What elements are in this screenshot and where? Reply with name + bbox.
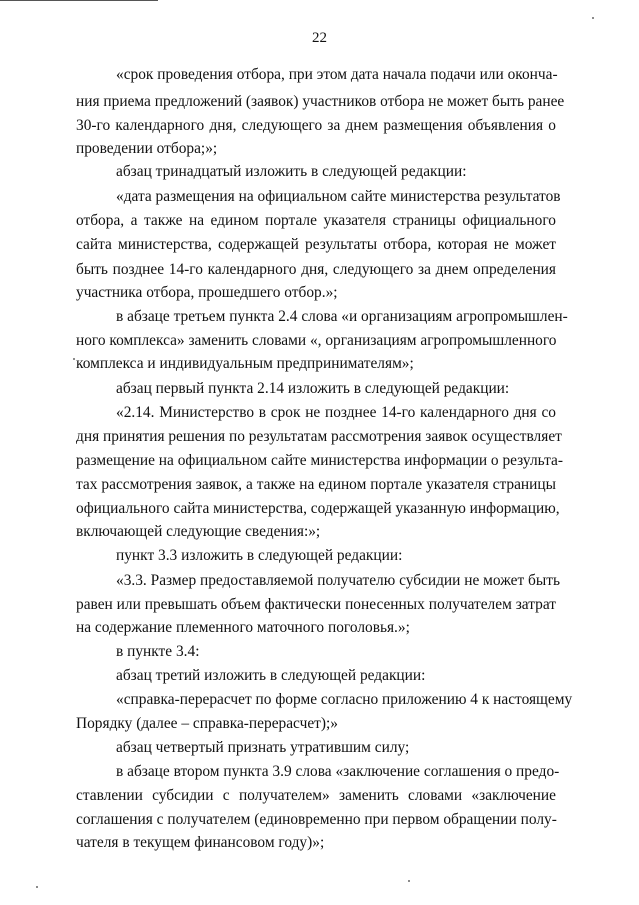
scan-speck xyxy=(73,358,75,360)
text-line: в абзаце втором пункта 3.9 слова «заключение соглашения о предо- xyxy=(116,763,560,780)
text-line: в абзаце третьем пункта 2.4 слова «и организациям агропромышлен- xyxy=(116,308,568,325)
text-line: комплекса и индивидуальным предпринимателям»; xyxy=(76,355,414,372)
text-line: быть позднее 14-го календарного дня, следующего за днем определения xyxy=(76,261,556,278)
text-line: ния приема предложений (заявок) участников отбора не может быть ранее xyxy=(76,93,565,110)
text-line: на содержание племенного маточного поголовья.»; xyxy=(76,619,410,636)
text-line: сайта министерства, содержащей результаты отбора, которая не может xyxy=(76,236,556,253)
text-line: «3.3. Размер предоставляемой получателю субсидии не может быть xyxy=(116,572,560,589)
text-line: абзац первый пункта 2.14 изложить в следующей редакции: xyxy=(116,380,510,397)
scan-edge-line xyxy=(0,0,158,1)
text-line: «справка-перерасчет по форме согласно приложению 4 к настоящему xyxy=(116,691,573,708)
text-line: абзац третий изложить в следующей редакции: xyxy=(116,667,426,684)
text-line: участника отбора, прошедшего отбор.»; xyxy=(76,284,338,301)
text-line: размещение на официальном сайте министерства информации о результа- xyxy=(76,452,563,469)
text-line: чателя в текущем финансовом году)»; xyxy=(76,834,325,851)
text-line: дня принятия решения по результатам рассмотрения заявок осуществляет xyxy=(76,428,562,445)
page-number: 22 xyxy=(312,30,327,46)
scan-speck xyxy=(408,880,410,882)
text-line: Порядку (далее – справка-перерасчет);» xyxy=(76,715,338,732)
scan-speck xyxy=(592,17,594,19)
text-line: ставлении субсидии с получателем» заменить словами «заключение xyxy=(76,787,556,804)
text-line: равен или превышать объем фактически понесенных получателем затрат xyxy=(76,596,556,613)
text-line: в пункте 3.4: xyxy=(116,643,200,660)
text-line: «2.14. Министерство в срок не позднее 14-го календарного дня со xyxy=(116,404,556,421)
text-line: пункт 3.3 изложить в следующей редакции: xyxy=(116,547,403,564)
text-line: отбора, а также на едином портале указателя страницы официального xyxy=(76,212,556,229)
text-line: соглашения с получателем (единовременно при первом обращении полу- xyxy=(76,811,557,828)
text-line: включающей следующие сведения:»; xyxy=(76,523,321,540)
text-line: абзац тринадцатый изложить в следующей редакции: xyxy=(116,163,467,180)
text-line: «дата размещения на официальном сайте министерства результатов xyxy=(116,188,561,205)
text-line: 30-го календарного дня, следующего за днем размещения объявления о xyxy=(76,117,556,134)
text-line: проведении отбора;»; xyxy=(76,140,218,157)
text-line: тах рассмотрения заявок, а также на едином портале указателя страницы xyxy=(76,476,556,493)
text-line: официального сайта министерства, содержащей указанную информацию, xyxy=(76,500,560,517)
text-line: «срок проведения отбора, при этом дата начала подачи или оконча- xyxy=(116,66,558,83)
text-line: ного комплекса» заменить словами «, организациям агропромышленного xyxy=(76,332,557,349)
scan-speck xyxy=(36,886,38,888)
text-line: абзац четвертый признать утратившим силу; xyxy=(116,739,410,756)
